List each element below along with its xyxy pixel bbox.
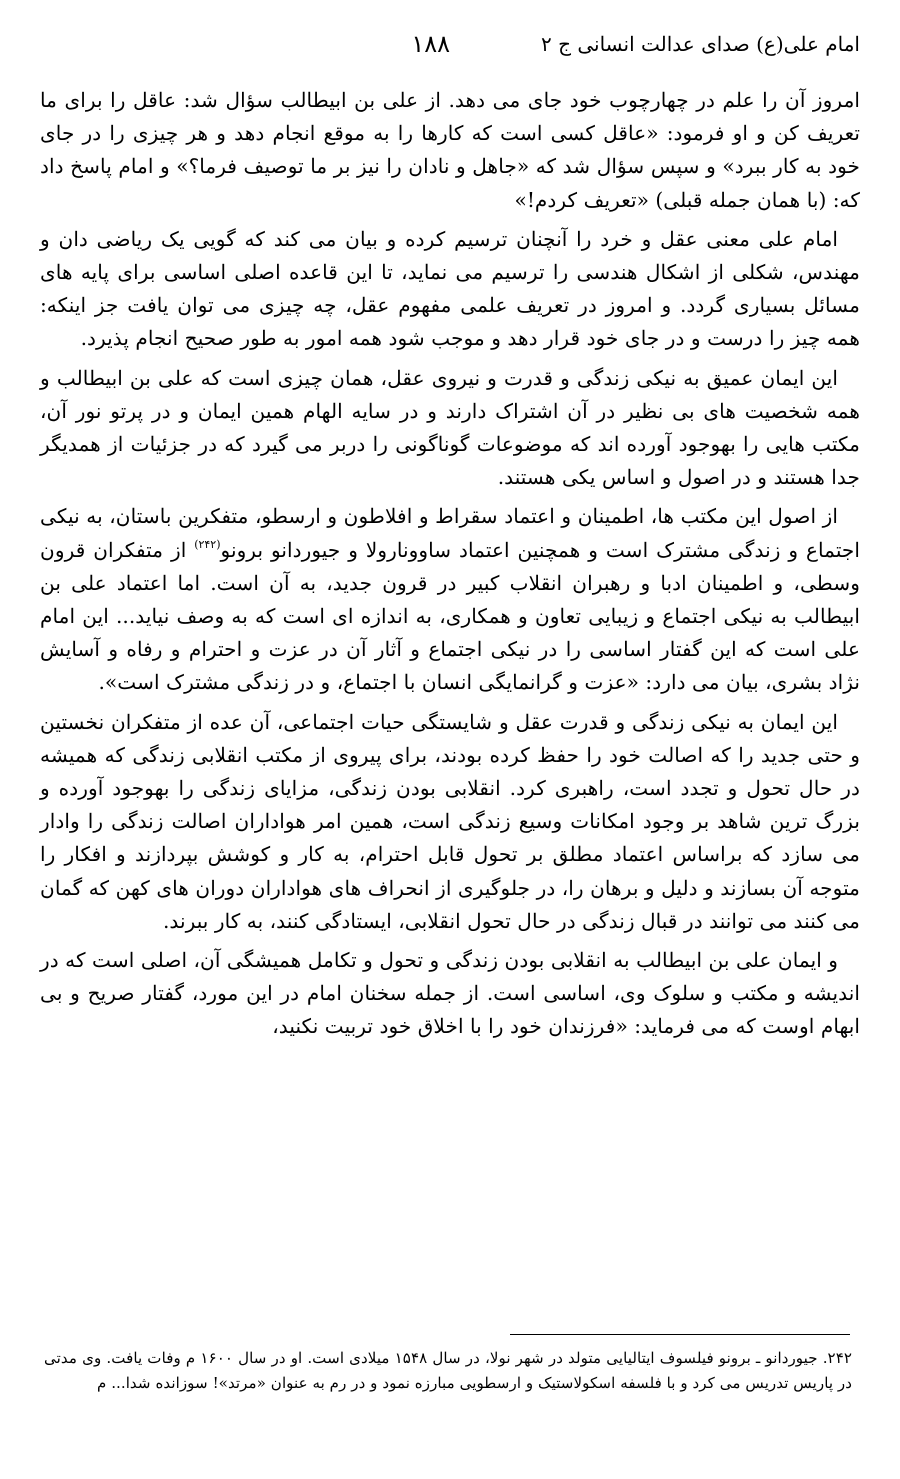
footnote-divider (510, 1334, 850, 1335)
paragraph (40, 500, 860, 699)
paragraph: و ایمان علی بن ابیطالب به انقلابی بودن زندگی و تحول و تکامل همیشگی آن، اصلی است که در اندیشه و مکتب و سلوک وی، اساسی است. از جمله سخنان امام در این مورد، گفتار صریح و بی ابهام اوست که می فرماید: «فرزندان خود را با اخلاق خود تربیت نکنید، (40, 948, 860, 1039)
book-title: امام علی(ع) صدای عدالت انسانی ج ۲ (540, 32, 860, 56)
paragraph-text: از اصول این مکتب ها، اطمینان و اعتماد سقراط و افلاطون و ارسطو، متفکرین باستان، به نیکی اجتماع و زندگی مشترک است و همچنین اعتماد ساوونارولا و جیوردانو برونو (40, 504, 860, 562)
footnote-reference[interactable]: (۲۴۲) (194, 537, 221, 551)
footnote (44, 1346, 852, 1395)
page-number: ۱۸۸ (411, 30, 450, 58)
paragraph: این ایمان به نیکی زندگی و قدرت عقل و شایستگی حیات اجتماعی، آن عده از متفکران نخستین و حتی جدید را که اصالت خود را حفظ کرده بودند، برای پیروی از مکتب انقلابی زندگی که همیشه در حال تحول و تجدد است، راهبری کرد. انقلابی بودن زندگی، مزایای زندگی را بهوجود آورده و بزرگ ترین شاهد بر وجود امکانات وسیع زندگی است، همین امر هواداران اصالت زندگی را وادار می سازد که براساس اعتماد مطلق بر تحول قابل احترام، به کار و کوشش بپردازند و افکار را متوجه آن بسازند و دلیل و برهان را، در جلوگیری از انحراف های هواداران دوران های کهن که گمان می کنند می توانند در قبال زندگی در حال تحول انقلابی، ایستادگی کنند، به کار ببرند. (40, 709, 860, 933)
running-header (40, 32, 860, 68)
footnote-text: ۲۴۲. جیوردانو ـ برونو فیلسوف ایتالیایی متولد در شهر نولا، در سال ۱۵۴۸ میلادی است. او در سال ۱۶۰۰ م وفات یافت. وی مدتی در پاریس تدریس می کرد و با فلسفه اسکولاستیک و ارسطویی مبارزه نمود و در رم به عنوان «مرتد»! سوزانده شدا... م (44, 1349, 853, 1392)
paragraph: این ایمان عمیق به نیکی زندگی و قدرت و نیروی عقل، همان چیزی است که علی بن ابیطالب و همه شخصیت های بی نظیر در آن اشتراک دارند و در سایه الهام همین ایمان و در پرتو نور آن، مکتب هایی را بهوجود آورده اند که موضوعات گوناگونی را دربر می گیرد که در جزئیات از همدیگر جدا هستند و در اصول و اساس یکی هستند. (40, 365, 860, 490)
paragraph: امام علی معنی عقل و خرد را آنچنان ترسیم کرده و بیان می کند که گویی یک ریاضی دان و مهندس، شکلی از اشکال هندسی را ترسیم می نماید، تا این قاعده اصلی اساسی برای پایه های مسائل بسیاری گردد. و امروز در تعریف علمی مفهوم عقل، چه چیزی می توان یافت جز اینکه: همه چیز را درست و در جای خود قرار دهد و موجب شود همه امور به طور صحیح انجام پذیرد. (40, 226, 860, 351)
paragraph: امروز آن را علم در چهارچوب خود جای می دهد. از علی بن ابیطالب سؤال شد: عاقل را برای ما تعریف کن و او فرمود: «عاقل کسی است که کارها را به موقع انجام دهد و هر چیزی را در جای خود به کار ببرد» و سپس سؤال شد که «جاهل و نادان را نیز بر ما توصیف فرما؟» و امام پاسخ داد که: (با همان جمله قبلی) «تعریف کردم!» (40, 88, 860, 212)
paragraph-text: از (170, 537, 195, 562)
body-text (40, 84, 860, 1050)
paragraph-text: متفکران قرون وسطی، و اطمینان ادبا و رهبران انقلاب کبیر در قرون جدید، به آن است. اما اعتماد علی بن ابیطالب به نیکی اجتماع و زیبایی تعاون و همکاری، به اندازه ای است که به وصف نیاید... این امام علی است که این گفتار اساسی را در نیکی اجتماع و آثار آن در عزت و احترام و رفاه و آسایش نژاد بشری، بیان می دارد: «عزت و گرانمایگی انسان با اجتماع، و در زندگی مشترک است». (40, 537, 860, 695)
